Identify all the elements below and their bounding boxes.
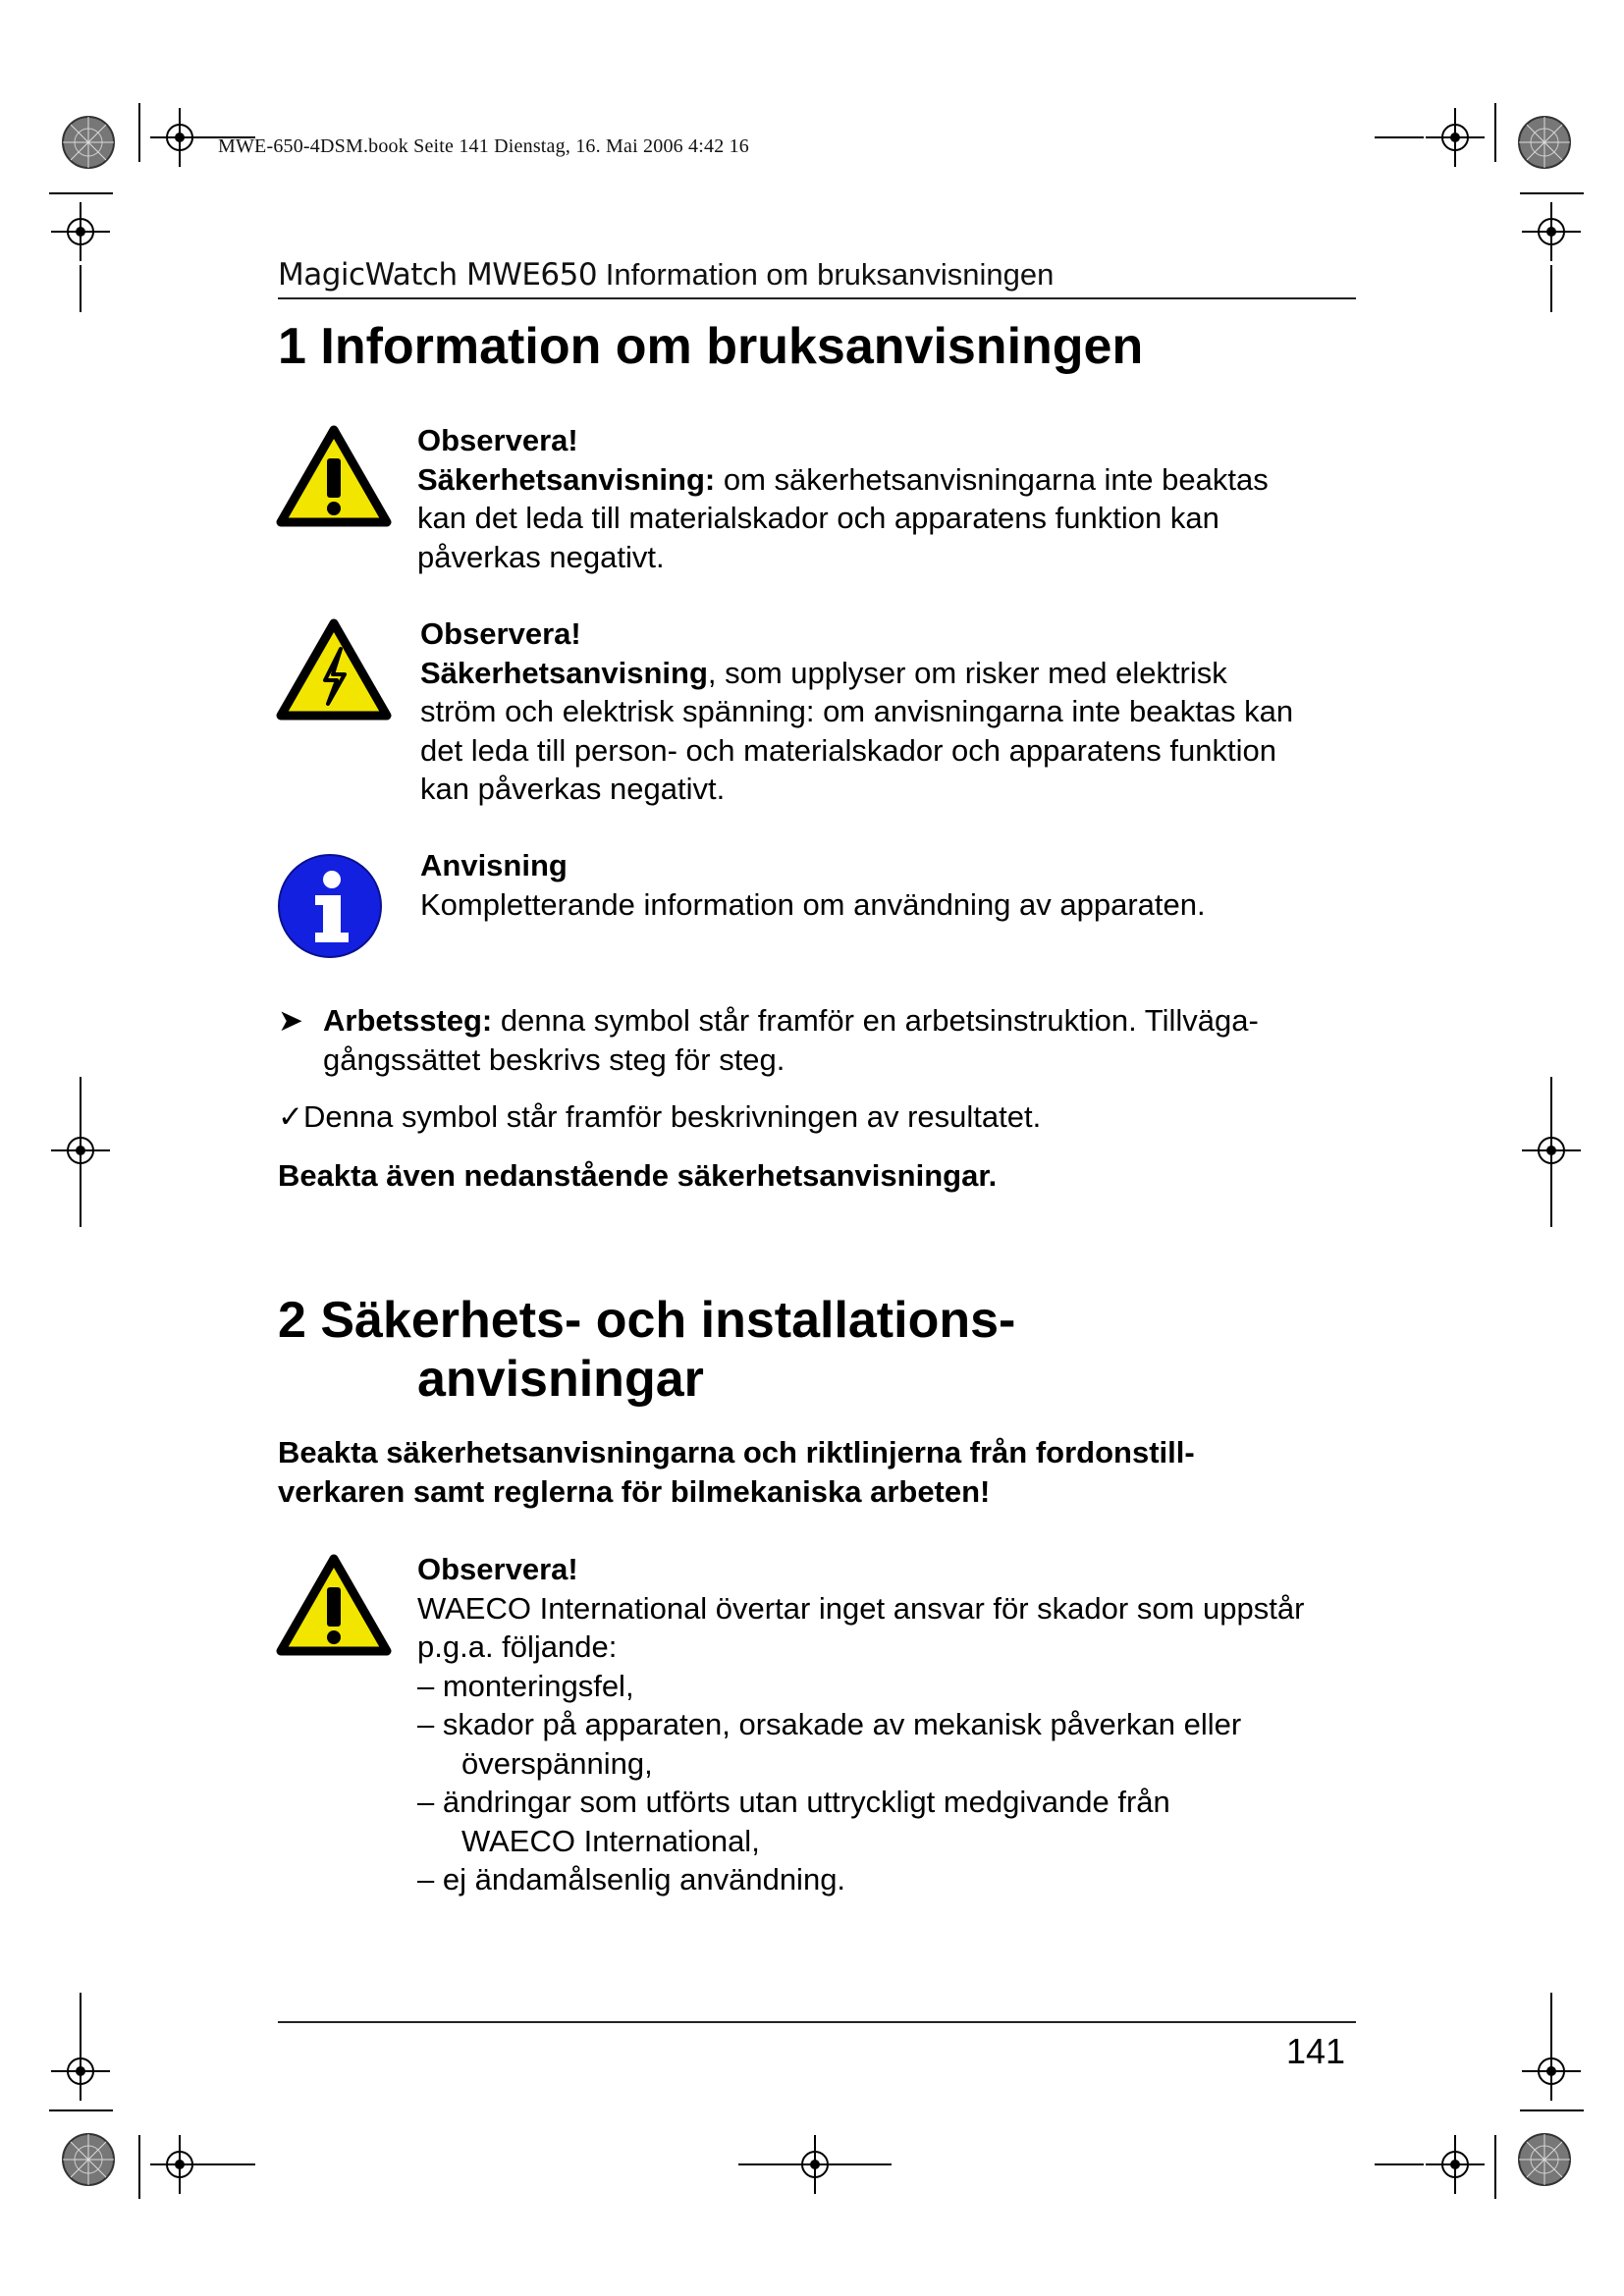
list-item: – skador på apparaten, orsakade av mekanisk påverkan eller [417,1707,1242,1741]
section1-heading: 1 Information om bruksanvisningen [278,318,1144,375]
registration-mark-icon [51,2042,110,2101]
note-info [420,846,1206,924]
note-text: det leda till person- och materialskador och apparatens funktion [420,732,1276,768]
running-head [278,257,1358,293]
intro-line: Beakta säkerhetsanvisningarna och riktlinjerna från fordonstill- [278,1435,1195,1469]
list-item: – ej ändamålsenlig användning. [417,1862,846,1896]
note-text: påverkas negativt. [417,539,665,574]
note-title: Observera! [417,423,578,457]
info-icon [276,852,384,960]
print-slug: MWE-650-4DSM.book Seite 141 Dienstag, 16. Mai 2006 4:42 16 [218,135,750,157]
note-caution-1 [417,421,1269,576]
registration-mark-icon [1426,2135,1485,2194]
note-text: ström och elektrisk spänning: om anvisningarna inte beaktas kan [420,694,1294,728]
note-title: Anvisning [420,848,568,882]
section2-intro [278,1433,1195,1511]
list-item-cont: överspänning, [461,1745,653,1781]
step-instruction [278,1001,1358,1079]
note-lead: Säkerhetsanvisning: [417,461,716,497]
note-text: kan det leda till materialskador och apparatens funktion kan [417,501,1219,535]
intro-line: verkaren samt reglerna för bilmekaniska arbeten! [278,1473,991,1509]
warning-text: WAECO International övertar inget ansvar för skador som uppstår [417,1590,1305,1626]
warning-text: p.g.a. följande: [417,1629,618,1664]
section2-heading-cont: anvisningar [417,1351,704,1408]
arrow-marker-icon: ➤ [278,1003,303,1038]
list-item: – ändringar som utförts utan uttryckligt medgivande från [417,1785,1170,1819]
registration-mark-icon [150,2135,209,2194]
page-number: 141 [1286,2031,1346,2071]
registration-mark-icon [1522,2042,1581,2101]
list-item-cont: WAECO International, [461,1823,760,1858]
header-rule [278,297,1356,299]
star-target-icon [1519,117,1570,168]
registration-mark-icon [51,202,110,261]
liability-warning [417,1550,1304,1899]
star-target-icon [63,117,114,168]
note-text: Kompletterande information om användning av apparaten. [420,886,1206,922]
running-head-title: Information om bruksanvisningen [605,257,1055,292]
registration-mark-icon [1426,108,1485,167]
note-title: Observera! [417,1552,578,1586]
running-head-brand: MagicWatch MWE650 [278,257,598,293]
footer-rule [278,2021,1356,2023]
step-lead: Arbetssteg: [323,1003,493,1038]
registration-mark-icon [785,2135,844,2194]
note-text: , som upplyser om risker med elektrisk [707,655,1227,690]
note-text: om säkerhetsanvisningarna inte beaktas [715,461,1269,497]
registration-mark-icon [1522,202,1581,261]
star-target-icon [63,2134,114,2185]
registration-mark-icon [150,108,209,167]
result-line: ✓Denna symbol står framför beskrivningen av resultatet. [278,1099,1042,1134]
step-text: denna symbol står framför en arbetsinstruktion. Tillväga- [492,1003,1259,1038]
electric-hazard-icon [276,617,392,723]
safety-note: Beakta även nedanstående säkerhetsanvisningar. [278,1158,998,1193]
star-target-icon [1519,2134,1570,2185]
list-item: – monteringsfel, [417,1668,634,1703]
warning-triangle-icon [276,1553,392,1659]
registration-mark-icon [1522,1121,1581,1180]
step-text: gångssättet beskrivs steg för steg. [323,1041,785,1077]
note-title: Observera! [420,616,581,651]
warning-triangle-icon [276,424,392,530]
section2-heading: 2 Säkerhets- och installations- [278,1292,1016,1349]
registration-mark-icon [51,1121,110,1180]
note-lead: Säkerhetsanvisning [420,655,708,690]
note-caution-electric [420,614,1293,809]
note-text: kan påverkas negativt. [420,772,726,806]
